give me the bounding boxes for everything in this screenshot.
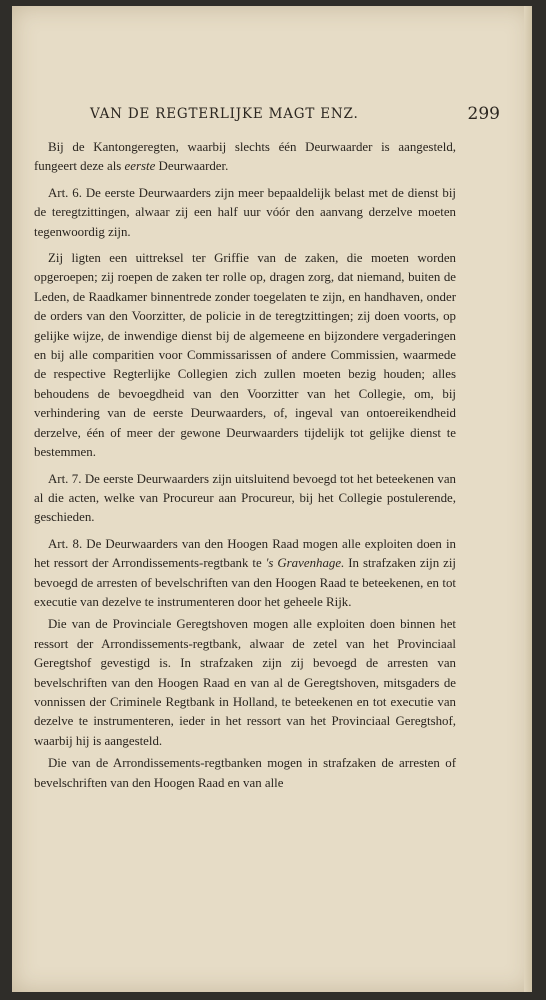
page-edge <box>524 6 532 992</box>
paragraph-provinciale-geregtshoven: Die van de Provinciale Geregtshoven mogen alle exploiten doen binnen het ressort der Arrondissements-regtbank, alwaar de zetel van het Provinciaal Geregtshof gevestigd is. In strafzaken zijn zij bevoegd de arresten van bevelschriften van den Hoogen Raad en van al de Geregtshoven, mitsgaders de vonnissen der Criminele Regtbank in Holland, te beteekenen en tot executie van dezelve te instrumenteren, ieder in het ressort van het Provinciaal Geregtshof, waarbij hij is aangesteld. <box>34 617 456 748</box>
paragraph-art-6: Art. 6. De eerste Deurwaarders zijn meer bepaaldelijk belast met de dienst bij de teregtzittingen, alwaar zij een half uur vóór den aanvang derzelve moeten tegenwoordig zijn. <box>34 185 456 239</box>
paragraph-art-8: Art. 8. De Deurwaarders van den Hoogen Raad mogen alle exploiten doen in het ressort der Arrondissements-regtbank te 's Gravenhage. In strafzaken zijn zij bevoegd de arresten of bevelschriften van den Hoogen Raad te beteekenen, en tot executie van dezelve te instrumenteren door het geheele Rijk. <box>34 536 457 609</box>
book-page <box>12 6 532 992</box>
italic-place-name: 's Gravenhage. <box>265 556 345 571</box>
italic-term: eerste <box>124 159 156 174</box>
paragraph-art-7: Art. 7. De eerste Deurwaarders zijn uitsluitend bevoegd tot het beteekenen van al die acten, welke van Procureur aan Procureur, bij het Collegie postulerende, geschieden. <box>34 471 456 525</box>
body-text <box>34 138 456 793</box>
paragraph-arrondissements-regtbanken: Die van de Arrondissements-regtbanken mogen in strafzaken de arresten of bevelschriften van den Hoogen Raad en van alle <box>34 756 456 790</box>
paragraph-griffie: Zij ligten een uittreksel ter Griffie van de zaken, die moeten worden opgeroepen; zij roepen de zaken ter rolle op, dragen zorg, dat niemand, buiten de Leden, de Raadkamer binnentrede zonder toegelaten te zijn, en handhaven, onder de orders van den Voorzitter, de policie in de teregtzittingen; zij doen voorts, op gelijke wijze, de inwendige dienst bij de algemeene en bijzondere vergaderingen en bij alle comparitien voor Commissarissen of andere Commissien, waarmede de respective Regterlijke Collegien zich zullen moeten bezig houden; alles behoudens de bevoegdheid van den Voorzitter van het Collegie, om, bij verhindering van de eerste Deurwaarders, of, ingeval van ontoereikendheid derzelve, één of meer der gewone Deurwaarders tijdelijk tot gelijke dienst te bestemmen. <box>34 251 456 460</box>
page-number: 299 <box>467 104 500 124</box>
running-title: VAN DE REGTERLIJKE MAGT ENZ. <box>90 106 359 122</box>
running-header <box>90 104 500 128</box>
paragraph-kantongeregten: Bij de Kantongeregten, waarbij slechts één Deurwaarder is aangesteld, fungeert deze als eerste Deurwaarder. <box>34 140 456 174</box>
